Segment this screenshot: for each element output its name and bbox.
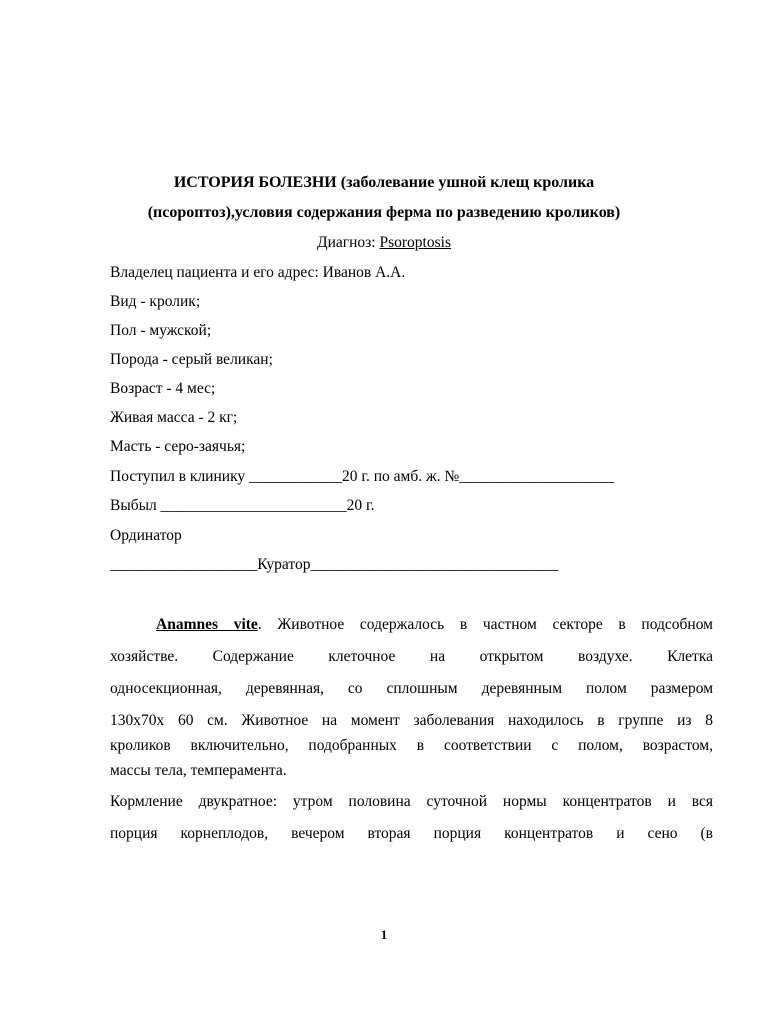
anamnes-line-2: хозяйстве. Содержание клеточное на открытом воздухе. Клетка [110, 648, 713, 665]
field-admitted: Поступил в клинику ____________20 г. по амб. ж. №____________________ [110, 468, 615, 485]
anamnes-line-1 [110, 615, 713, 635]
field-age: Возраст - 4 мес; [110, 380, 216, 397]
anamnes-heading: Anamnes vite [156, 616, 258, 633]
field-owner: Владелец пациента и его адрес: Иванов А.А. [110, 264, 406, 281]
field-color: Масть - серо-заячья; [110, 438, 246, 455]
field-weight: Живая масса - 2 кг; [110, 409, 238, 426]
title-line-1: ИСТОРИЯ БОЛЕЗНИ (заболевание ушной клещ кролика [173, 174, 595, 191]
page-number: 1 [380, 927, 388, 942]
anamnes-line-5: кроликов включительно, подобранных в соответствии с полом, возрастом, [110, 737, 713, 754]
anamnes-line-3: односекционная, деревянная, со сплошным деревянным полом размером [110, 680, 713, 697]
field-resident: Ординатор [110, 527, 182, 544]
anamnes-line-6: массы тела, темперамента. [110, 762, 287, 779]
feeding-line-2: порция корнеплодов, вечером вторая порция концентратов и сено (в [110, 825, 713, 842]
diagnosis-value: Psoroptosis [379, 234, 451, 251]
field-breed: Порода - серый великан; [110, 351, 273, 368]
anamnes-line-4: 130х70х 60 см. Животное на момент заболевания находилось в группе из 8 [110, 712, 713, 729]
anamnes-text: . Животное содержалось в частном секторе в подсобном [257, 616, 713, 633]
field-species: Вид - кролик; [110, 293, 201, 310]
feeding-line-1: Кормление двукратное: утром половина суточной нормы концентратов и вся [110, 793, 713, 810]
field-discharged: Выбыл ________________________20 г. [110, 497, 375, 514]
field-curator: ___________________Куратор________________________________ [110, 556, 559, 573]
diagnosis [0, 234, 768, 252]
diagnosis-label: Диагноз: [317, 234, 380, 251]
field-sex: Пол - мужской; [110, 322, 212, 339]
title-line-2: (псороптоз),условия содержания ферма по разведению кроликов) [147, 204, 621, 221]
